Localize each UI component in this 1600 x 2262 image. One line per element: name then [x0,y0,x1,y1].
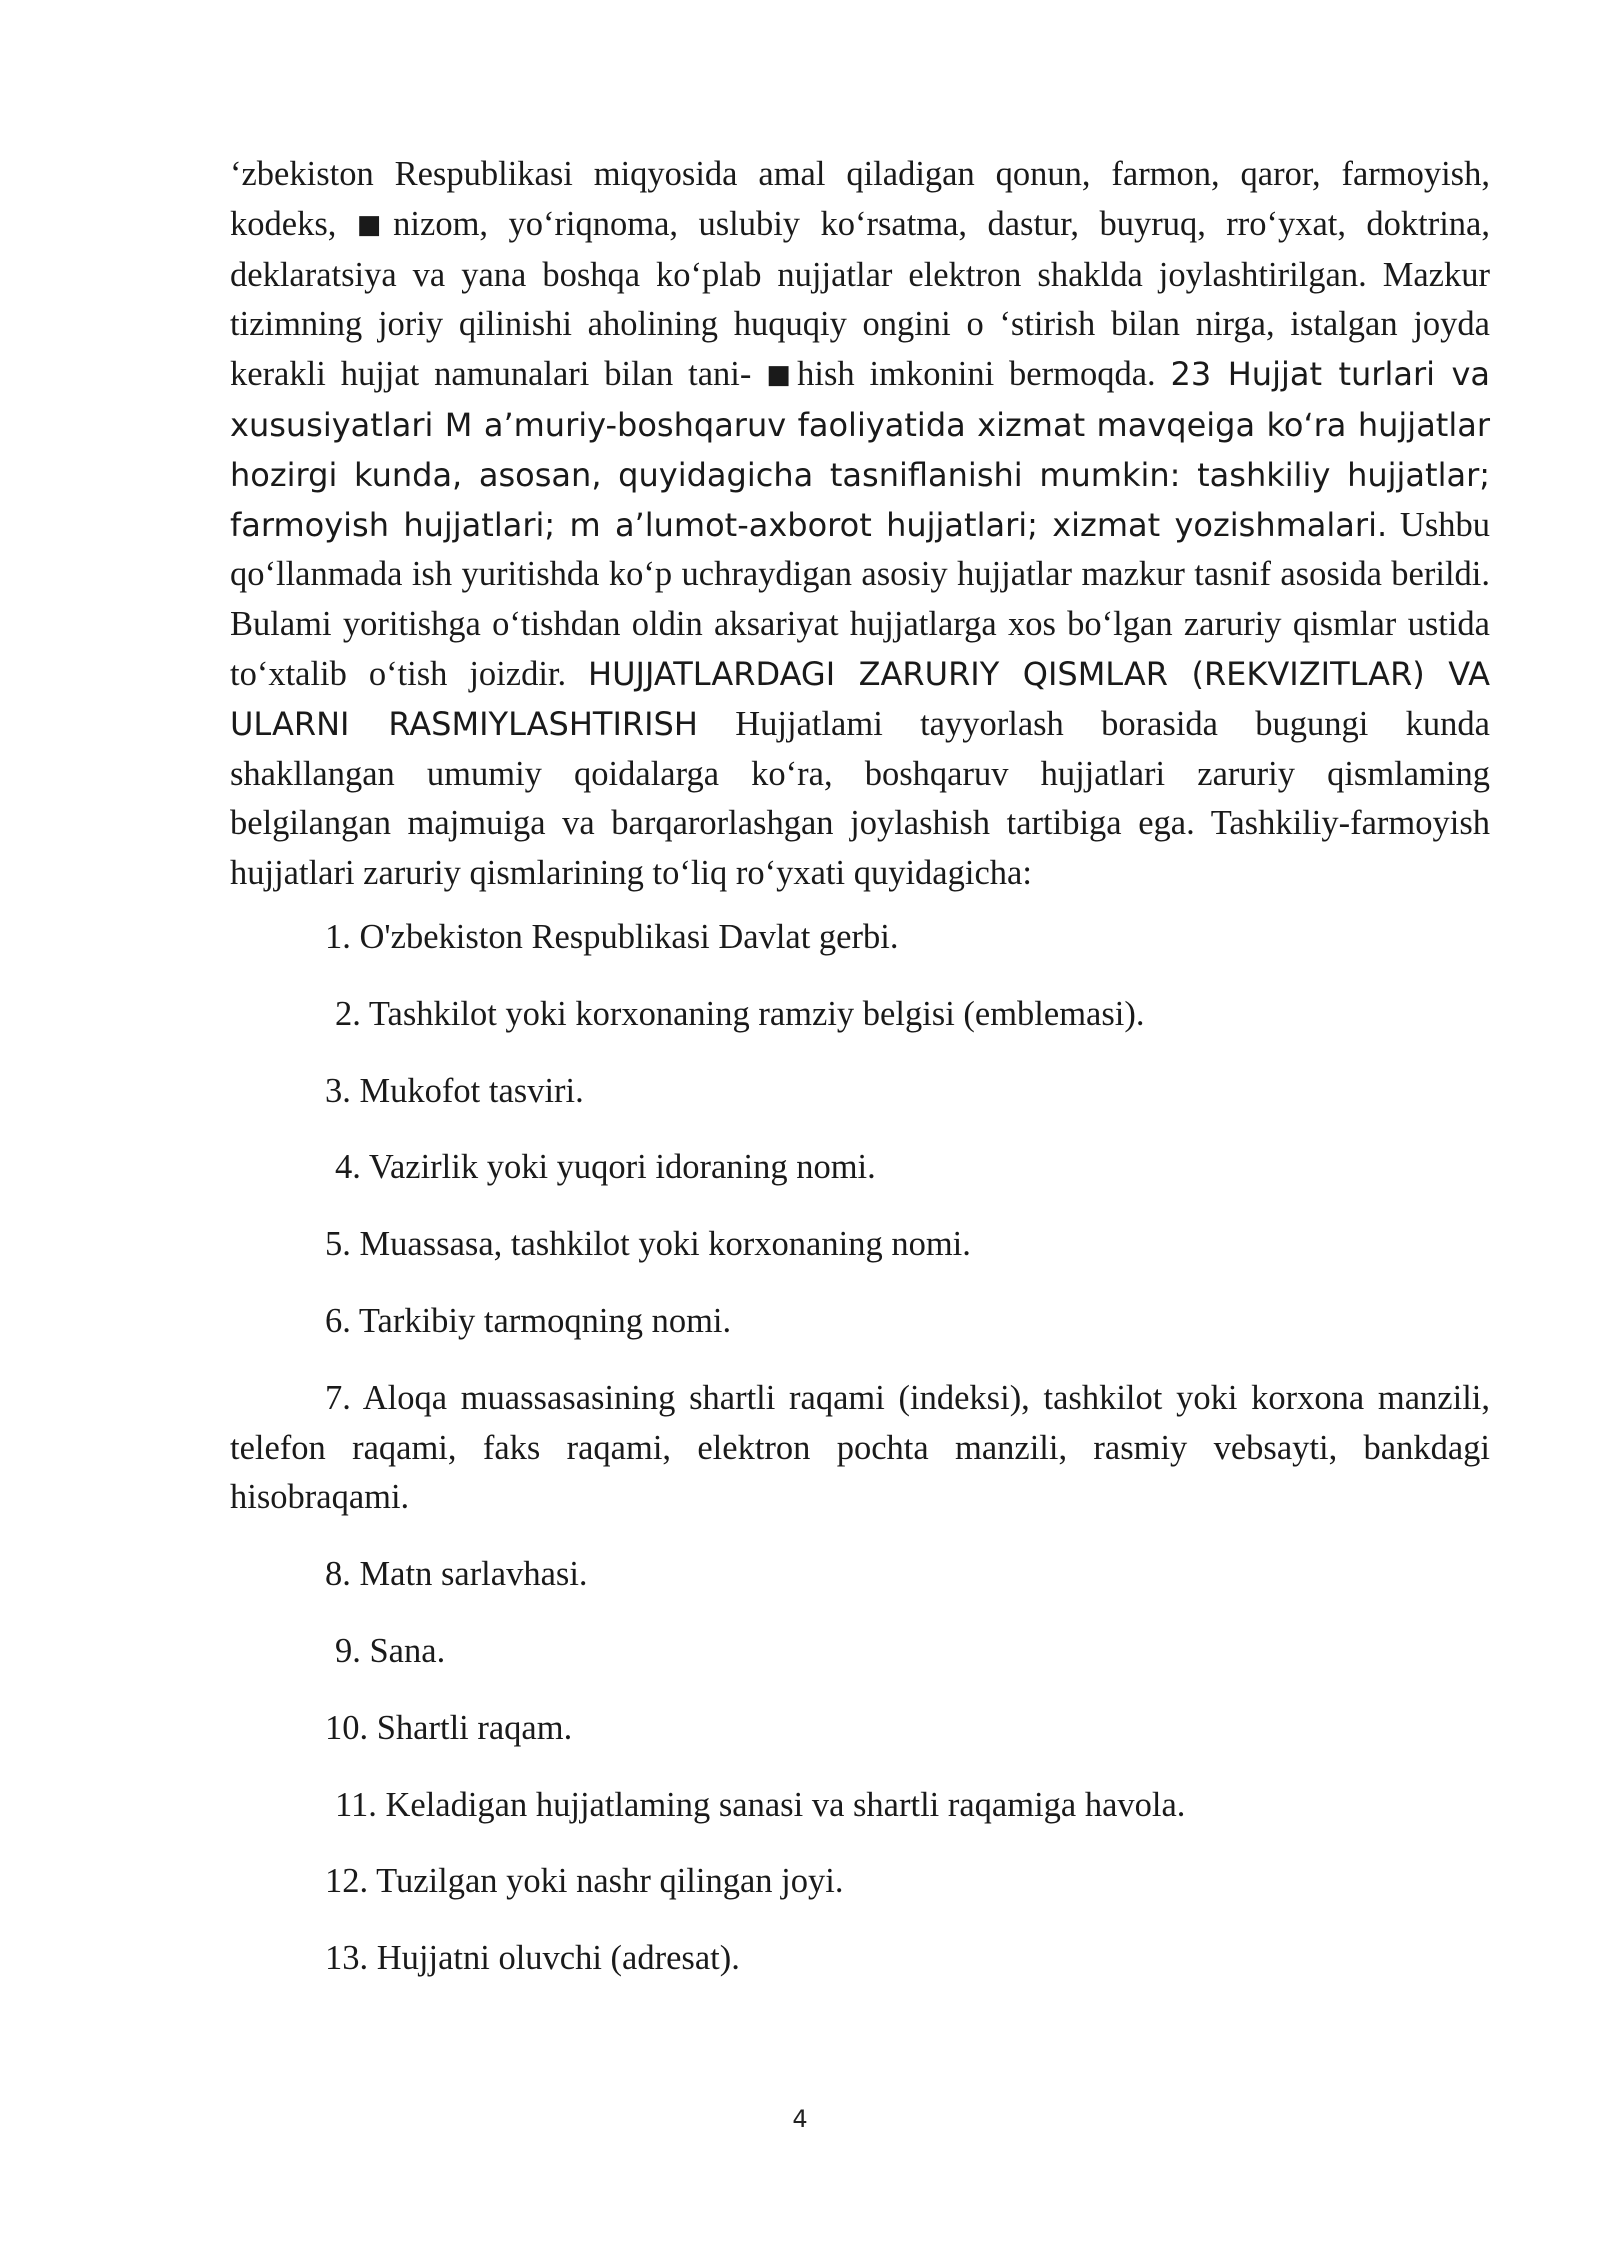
page-content [230,150,1490,2011]
list-item: 3. Mukofot tasviri. [325,1071,584,1110]
paragraph-text-1: ‘zbekiston Respublikasi miqyosida amal qiladigan qonun, farmon, qaror, farmoyish, kodeks, [230,155,1490,243]
list-item: 2. Tashkilot yoki korxonaning ramziy belgisi (emblemasi). [335,994,1145,1033]
list-item: 12. Tuzilgan yoki nashr qilingan joyi. [325,1862,844,1901]
requisites-list [230,913,1490,1984]
black-square-glyph: ■ [766,360,798,391]
paragraph-text-2: nizom, yo‘riqnoma, uslubiy ko‘rsatma, dastur, buyruq, rro‘yxat, doktrina, deklaratsiya va yana boshqa ko‘plab nujjatlar elektron shaklda joylashtirilgan. Mazkur tizimning joriy qilinishi aholining huquqiy ongini o ‘stirish bilan nirga, istalgan joyda kerakli hujjat namunalari bilan tani- [230,204,1490,394]
list-item: 8. Matn sarlavhasi. [325,1555,588,1594]
page-number: 4 [792,2105,808,2133]
list-item: 7. Aloqa muassasasining shartli raqami (indeksi), tashkilot yoki korxona manzili, telefon raqami, faks raqami, elektron pochta manzili, rasmiy vebsayti, bankdagi hisobraqami. [230,1378,1490,1517]
paragraph-text-4: Ushbu qo‘llanmada ish yuritishda ko‘p uchraydigan asosiy hujjatlar mazkur tasnif asosida berildi. Bulami yoritishga o‘tishdan oldin aksariyat hujjatlarga xos bo‘lgan zaruriy qismlar ustida to‘xtalib o‘tish joizdir. [230,505,1490,693]
list-item: 13. Hujjatni oluvchi (adresat). [325,1939,740,1978]
paragraph-text-sans: 23 Hujjat turlari va xususiyatlari M a’muriy-boshqaruv faoliyatida xizmat mavqeiga ko‘ra hujjatlar hozirgi kunda, asosan, quyidagicha tasniflanishi mumkin: tashkiliy hujjatlar; farmoyish hujjatlari; m a’lumot-axborot hujjatlari; xizmat yozishmalari. [230,355,1490,544]
black-square-glyph: ■ [356,209,394,240]
list-item: 4. Vazirlik yoki yuqori idoraning nomi. [335,1148,876,1187]
section-heading-inline: HUJJATLARDAGI ZARURIY QISMLAR (REKVIZITLAR) VA ULARNI RASMIYLASHTIRISH [230,654,1491,743]
list-item: 5. Muassasa, tashkilot yoki korxonaning nomi. [325,1225,971,1264]
paragraph-text-3: hish imkonini bermoqda. [797,355,1171,394]
list-item: 11. Keladigan hujjatlaming sanasi va shartli raqamiga havola. [335,1785,1186,1824]
body-paragraph [230,150,1490,899]
list-item: 1. O'zbekiston Respublikasi Davlat gerbi. [325,917,899,956]
list-item: 10. Shartli raqam. [325,1708,573,1747]
list-item: 9. Sana. [335,1631,446,1670]
paragraph-text-5: Hujjatlami tayyorlash borasida bugungi kunda shakllangan umumiy qoidalarga ko‘ra, boshqaruv hujjatlari zaruriy qismlaming belgilangan majmuiga va barqarorlashgan joylashish tartibiga ega. Tashkiliy-farmoyish hujjatlari zaruriy qismlarining to‘liq ro‘yxati quyidagicha: [230,704,1490,893]
list-item: 6. Tarkibiy tarmoqning nomi. [325,1301,732,1340]
